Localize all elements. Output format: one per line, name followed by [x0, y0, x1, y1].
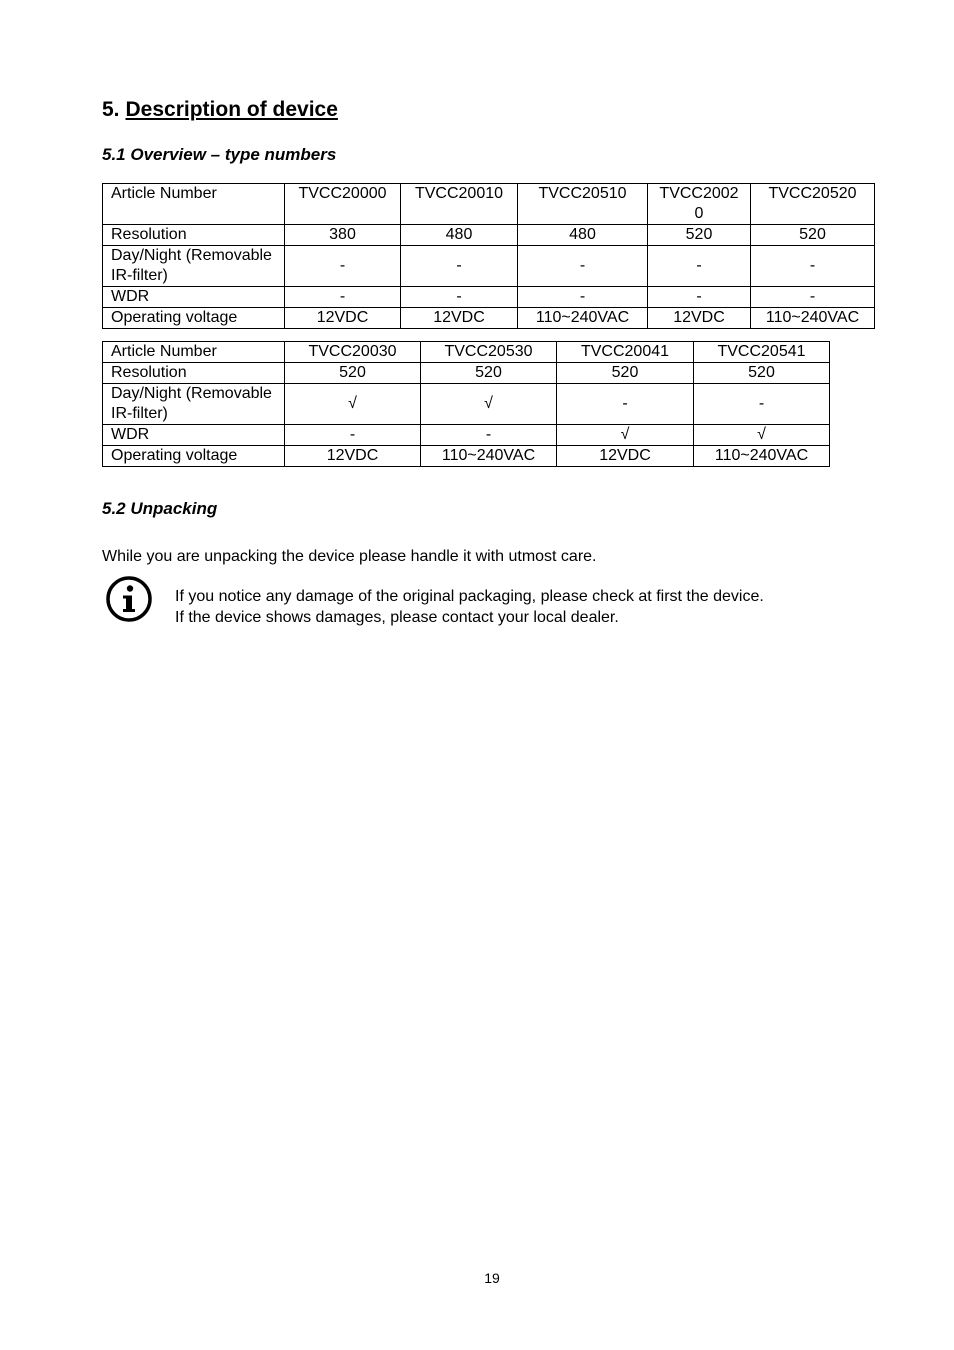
table-cell: √ [694, 425, 830, 446]
header-cell: TVCC20520 [751, 184, 875, 225]
table-row [103, 287, 875, 308]
table-cell: 520 [557, 363, 694, 384]
row-label: Day/Night (Removable IR-filter) [103, 246, 285, 287]
table-cell: - [285, 287, 401, 308]
table-cell: 110~240VAC [421, 446, 557, 467]
note-line-2: If the device shows damages, please contact your local dealer. [175, 609, 619, 626]
header-cell: TVCC20000 [285, 184, 401, 225]
row-label: WDR [103, 287, 285, 308]
table-cell: 380 [285, 225, 401, 246]
table-cell: 12VDC [648, 308, 751, 329]
table-cell: 12VDC [285, 446, 421, 467]
table-cell: - [518, 287, 648, 308]
row-label: Resolution [103, 225, 285, 246]
table-cell: - [518, 246, 648, 287]
table-cell: 520 [285, 363, 421, 384]
subsection-title-unpacking: 5.2 Unpacking [102, 499, 218, 518]
table-cell: - [285, 246, 401, 287]
header-cell: TVCC20010 [401, 184, 518, 225]
header-cell: Article Number [103, 342, 285, 363]
table-cell: √ [557, 425, 694, 446]
table-cell: 480 [518, 225, 648, 246]
table-cell: - [751, 246, 875, 287]
table-row [103, 446, 830, 467]
table-row [103, 384, 830, 425]
section-number: 5. [102, 98, 120, 121]
unpacking-intro: While you are unpacking the device please handle it with utmost care. [102, 548, 597, 565]
table-cell: 520 [648, 225, 751, 246]
header-cell: TVCC20020 [648, 184, 751, 225]
row-label: Resolution [103, 363, 285, 384]
table-row [103, 363, 830, 384]
row-label: Day/Night (Removable IR-filter) [103, 384, 285, 425]
table-cell: - [648, 246, 751, 287]
table-cell: - [557, 384, 694, 425]
table-cell: - [751, 287, 875, 308]
table-cell: 480 [401, 225, 518, 246]
table-cell: 520 [694, 363, 830, 384]
table-cell: √ [285, 384, 421, 425]
table-cell: 520 [751, 225, 875, 246]
header-cell: TVCC20041 [557, 342, 694, 363]
row-label: WDR [103, 425, 285, 446]
table-header-row [103, 342, 830, 363]
section-heading [102, 98, 338, 122]
table-cell: 12VDC [557, 446, 694, 467]
table-row [103, 246, 875, 287]
info-icon [106, 576, 152, 622]
table-cell: 520 [421, 363, 557, 384]
table-row [103, 225, 875, 246]
table-cell: - [401, 287, 518, 308]
table-cell: 12VDC [401, 308, 518, 329]
subsection-title-overview: 5.1 Overview – type numbers [102, 145, 337, 164]
table-cell: 110~240VAC [751, 308, 875, 329]
header-cell: TVCC20030 [285, 342, 421, 363]
row-label: Operating voltage [103, 446, 285, 467]
table-cell: - [694, 384, 830, 425]
header-cell: Article Number [103, 184, 285, 225]
table-row [103, 425, 830, 446]
table-cell: - [285, 425, 421, 446]
table-cell: √ [421, 384, 557, 425]
type-table-1 [102, 183, 875, 329]
table-header-row [103, 184, 875, 225]
table-cell: - [421, 425, 557, 446]
table-cell: 12VDC [285, 308, 401, 329]
note-line-1: If you notice any damage of the original packaging, please check at first the device. [175, 588, 764, 605]
header-cell: TVCC20510 [518, 184, 648, 225]
page-number: 19 [484, 1270, 500, 1286]
table-cell: 110~240VAC [518, 308, 648, 329]
table-cell: 110~240VAC [694, 446, 830, 467]
table-cell: - [648, 287, 751, 308]
type-table-2 [102, 341, 830, 467]
table-row [103, 308, 875, 329]
row-label: Operating voltage [103, 308, 285, 329]
header-cell: TVCC20530 [421, 342, 557, 363]
table-cell: - [401, 246, 518, 287]
header-cell: TVCC20541 [694, 342, 830, 363]
section-title: Description of device [125, 98, 338, 121]
